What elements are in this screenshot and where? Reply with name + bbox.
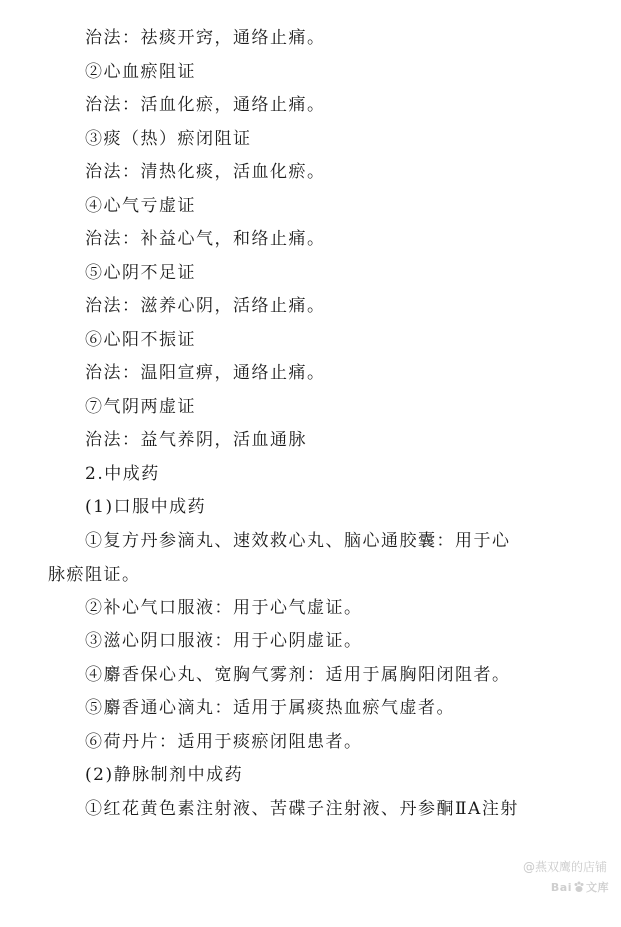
text-line: 治法：温阳宣痹，通络止痛。 bbox=[85, 363, 326, 383]
subsection-heading: (1)口服中成药 bbox=[85, 497, 207, 517]
text-line: ②心血瘀阻证 bbox=[85, 62, 196, 82]
shop-watermark: @燕双鹰的店铺 bbox=[522, 860, 607, 874]
brand-right-text: 文库 bbox=[586, 881, 609, 894]
text-line: 治法：清热化痰，活血化瘀。 bbox=[85, 162, 326, 182]
text-line: ④麝香保心丸、宽胸气雾剂：适用于属胸阳闭阻者。 bbox=[85, 665, 511, 685]
text-line: 治法：滋养心阴，活络止痛。 bbox=[85, 296, 326, 316]
text-line: ⑤麝香通心滴丸：适用于属痰热血瘀气虚者。 bbox=[85, 698, 455, 718]
text-line: ⑥荷丹片：适用于痰瘀闭阻患者。 bbox=[85, 732, 363, 752]
text-line: 治法：益气养阴，活血通脉 bbox=[85, 430, 307, 450]
text-line: ③滋心阴口服液：用于心阴虚证。 bbox=[85, 631, 363, 651]
text-line: ⑤心阴不足证 bbox=[85, 263, 196, 283]
text-line: ⑥心阳不振证 bbox=[85, 330, 196, 350]
text-line: ①复方丹参滴丸、速效救心丸、脑心通胶囊：用于心 bbox=[85, 531, 511, 551]
text-line: 治法：活血化瘀，通络止痛。 bbox=[85, 95, 326, 115]
text-line: 治法：祛痰开窍，通络止痛。 bbox=[85, 28, 326, 48]
paw-icon bbox=[573, 881, 585, 893]
baidu-wenku-logo bbox=[551, 879, 609, 895]
text-line: ⑦气阴两虚证 bbox=[85, 397, 196, 417]
text-line: ③痰（热）瘀闭阻证 bbox=[85, 129, 252, 149]
text-line: 脉瘀阻证。 bbox=[48, 565, 141, 585]
subsection-heading: (2)静脉制剂中成药 bbox=[85, 765, 244, 785]
text-line: 治法：补益心气，和络止痛。 bbox=[85, 229, 326, 249]
text-line: ④心气亏虚证 bbox=[85, 196, 196, 216]
text-line: ②补心气口服液：用于心气虚证。 bbox=[85, 598, 363, 618]
text-line: ①红花黄色素注射液、苦碟子注射液、丹参酮ⅡA注射 bbox=[85, 799, 519, 819]
brand-left-text: Bai bbox=[550, 881, 572, 894]
section-heading: 2.中成药 bbox=[85, 464, 160, 484]
